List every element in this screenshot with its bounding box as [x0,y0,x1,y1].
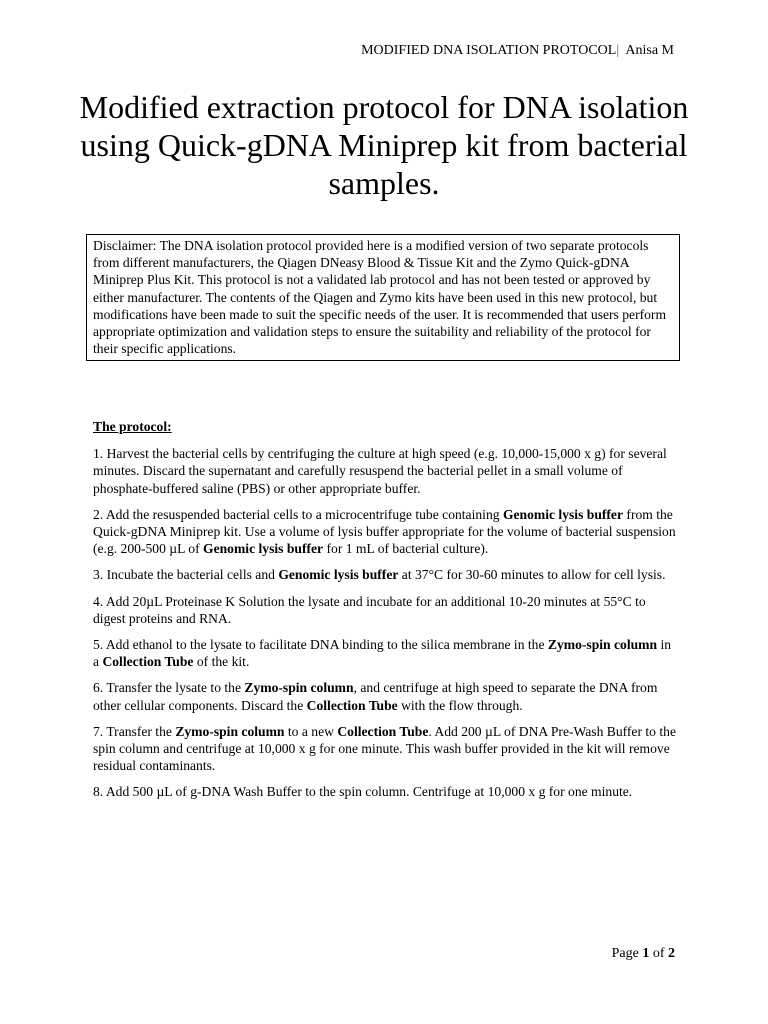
protocol-section [93,418,676,810]
running-header [361,43,674,59]
protocol-step-6: 6. Transfer the lysate to the Zymo-spin column, and centrifuge at high speed to separate the DNA from other cellular components. Discard the Collection Tube with the flow through. [93,680,658,713]
protocol-step-4: 4. Add 20µL Proteinase K Solution the lysate and incubate for an additional 10-20 minutes at 55°C to digest proteins and RNA. [93,593,646,626]
protocol-step-5: 5. Add ethanol to the lysate to facilitate DNA binding to the silica membrane in the Zymo-spin column in a Collection Tube of the kit. [93,637,672,670]
header-title: MODIFIED DNA ISOLATION PROTOCOL [361,43,617,58]
protocol-step-3: 3. Incubate the bacterial cells and Genomic lysis buffer at 37°C for 30-60 minutes to allow for cell lysis. [93,567,666,583]
header-separator: | [616,43,620,58]
reagent-name: Genomic lysis buffer [203,541,324,557]
header-author: Anisa M [625,43,674,58]
protocol-step-8: 8. Add 500 µL of g-DNA Wash Buffer to the spin column. Centrifuge at 10,000 x g for one minute. [93,784,633,800]
protocol-step-2: 2. Add the resuspended bacterial cells to a microcentrifuge tube containing Genomic lysis buffer from the Quick-gDNA Miniprep kit. Use a volume of lysis buffer appropriate for the volume of bacterial suspension (e.g. 200-500 µL of Genomic lysis buffer for 1 mL of bacterial culture). [93,506,676,557]
page-number: Page 1 of 2 [611,946,675,961]
protocol-heading: The protocol: [93,419,172,434]
document-title: Modified extraction protocol for DNA isolation using Quick-gDNA Miniprep kit from bacterial samples. [79,89,689,201]
protocol-step-7: 7. Transfer the Zymo-spin column to a new Collection Tube. Add 200 µL of DNA Pre-Wash Buffer to the spin column and centrifuge at 10,000 x g for one minute. This wash buffer provided in the kit will remove residual contaminants. [93,723,676,774]
equipment-name: Zymo-spin column [547,637,658,653]
reagent-name: Genomic lysis buffer [278,567,399,583]
equipment-name: Zymo-spin column [244,680,354,696]
disclaimer-box: Disclaimer: The DNA isolation protocol provided here is a modified version of two separate protocols from different manufacturers, the Qiagen DNeasy Blood & Tissue Kit and the Zymo Quick-gDNA Miniprep Plus Kit. This protocol is not a validated lab protocol and has not been tested or approved by either manufacturer. The contents of the Qiagen and Zymo kits have been used in this new protocol, but modifications have been made to suit the specific needs of the user. It is recommended that users perform appropriate optimization and validation steps to ensure the suitability and reliability of the protocol for their specific applications. [86,234,680,361]
equipment-name: Collection Tube [306,697,398,713]
equipment-name: Collection Tube [102,654,194,670]
reagent-name: Genomic lysis buffer [502,506,624,522]
equipment-name: Zymo-spin column [175,723,285,739]
equipment-name: Collection Tube [337,723,429,739]
protocol-step-1: 1. Harvest the bacterial cells by centrifuging the culture at high speed (e.g. 10,000-15,000 x g) for several minutes. Discard the supernatant and carefully resuspend the bacterial pellet in a small volume of phosphate-buffered saline (PBS) or other appropriate buffer. [93,446,667,496]
